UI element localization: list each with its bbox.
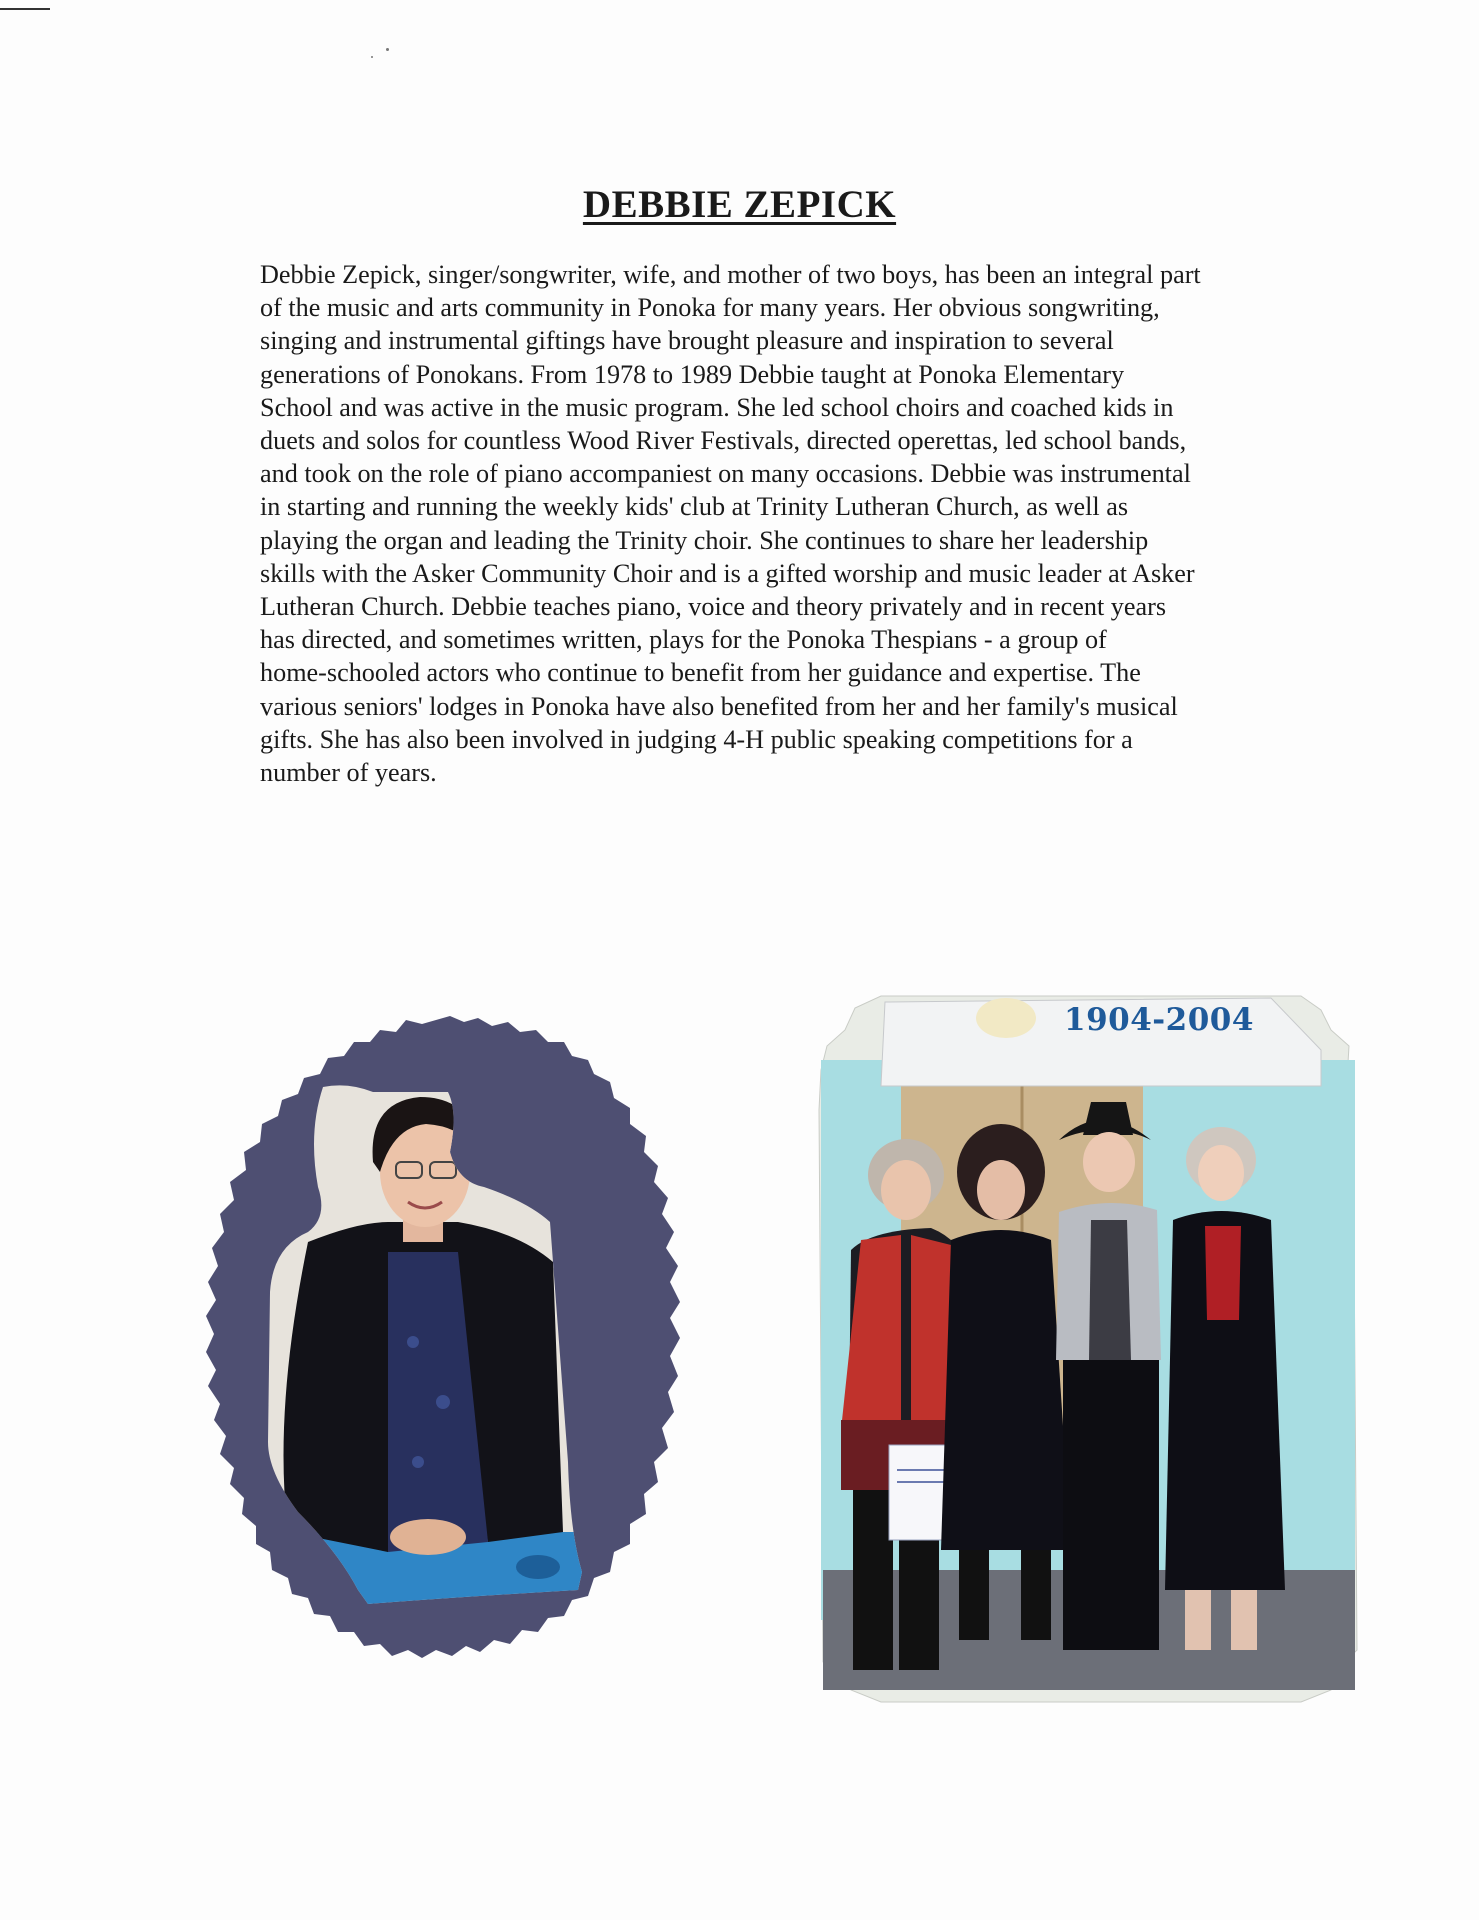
biography-paragraph <box>260 258 1340 789</box>
bio-line: in starting and running the weekly kids' club at Trinity Lutheran Church, as well as <box>260 492 1129 522</box>
bio-line: playing the organ and leading the Trinity choir. She continues to share her leadership <box>260 525 1149 555</box>
bio-line: of the music and arts community in Ponoka for many years. Her obvious songwriting, <box>260 293 1160 323</box>
bio-line: duets and solos for countless Wood River Festivals, directed operettas, led school bands, <box>260 426 1187 456</box>
bio-line: Debbie Zepick, singer/songwriter, wife, and mother of two boys, has been an integral part <box>260 260 1201 289</box>
scan-speck <box>371 56 373 58</box>
scan-corner-mark <box>0 8 50 10</box>
bio-line: and took on the role of piano accompaniest on many occasions. Debbie was instrumental <box>260 459 1191 489</box>
bio-line: has directed, and sometimes written, plays for the Ponoka Thespians - a group of <box>260 625 1107 655</box>
page-title: DEBBIE ZEPICK <box>582 183 897 226</box>
bio-line: skills with the Asker Community Choir and is a gifted worship and music leader at Asker <box>260 558 1195 588</box>
scan-speck <box>386 48 389 51</box>
anniversary-banner-text: 1904-2004 <box>1064 1002 1254 1038</box>
bio-line: generations of Ponokans. From 1978 to 1989 Debbie taught at Ponoka Elementary <box>260 359 1125 389</box>
group-photo <box>801 990 1367 1706</box>
bio-line: Lutheran Church. Debbie teaches piano, voice and theory privately and in recent years <box>260 592 1167 622</box>
bio-line: School and was active in the music program. She led school choirs and coached kids in <box>260 392 1174 422</box>
bio-line: home-schooled actors who continue to benefit from her guidance and expertise. The <box>260 658 1141 688</box>
bio-line: various seniors' lodges in Ponoka have also benefited from her and her family's musical <box>260 691 1178 721</box>
bio-line: number of years. <box>260 758 437 788</box>
bio-line: gifts. She has also been involved in judging 4-H public speaking competitions for a <box>260 724 1133 754</box>
bio-line: singing and instrumental giftings have brought pleasure and inspiration to several <box>260 326 1114 356</box>
portrait-photo <box>158 1012 714 1692</box>
